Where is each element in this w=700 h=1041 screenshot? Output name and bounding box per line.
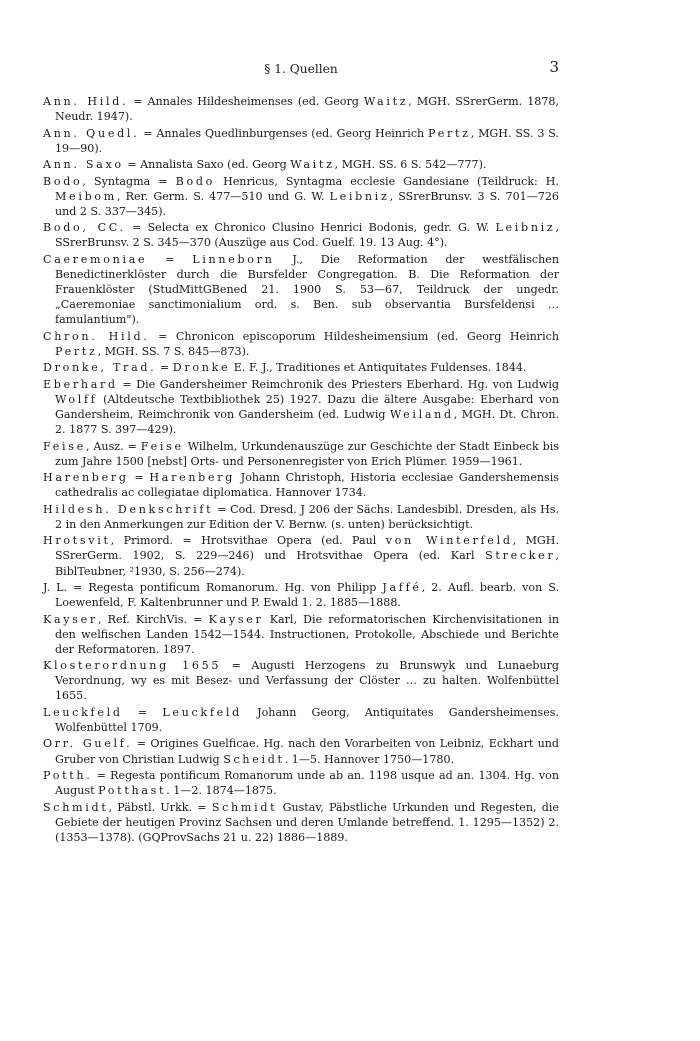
spaced-name: Ann. Hild.: [43, 95, 129, 108]
entry-text: =: [128, 471, 150, 485]
spaced-name: Dronke, Trad.: [43, 361, 157, 375]
entry-text: , MGH. SS. 3 S. 19—90).: [55, 126, 559, 155]
running-head: [43, 58, 559, 80]
spaced-name: Leuckfeld: [43, 705, 123, 719]
entry-text: , 2. Aufl. bearb. von S. Loewenfeld, F. Kaltenbrunner und P. Ewald 1. 2. 1885—1888.: [55, 580, 559, 610]
entry-text: = Origines Guelficae. Hg. nach den Vorarbeiten von Leibniz, Eckhart und Gruber von Christian Ludwig: [55, 737, 559, 766]
bibliography-entry: [43, 157, 559, 172]
entry-text: , BiblTeubner, ²1930, S. 256—274).: [55, 549, 559, 578]
bibliography-entry: [43, 360, 559, 375]
bibliography-entry: [43, 800, 559, 845]
spaced-name: Dronke: [172, 361, 231, 375]
bibliography-entry: [43, 329, 559, 359]
spaced-name: Potthast: [98, 784, 167, 798]
spaced-name: Weiland: [389, 408, 454, 421]
bibliography-entry: [43, 94, 559, 124]
spaced-name: Hrotsvit: [43, 534, 111, 548]
entry-text: = Annales Hildesheimenses (ed. Georg: [128, 95, 364, 108]
spaced-name: Ann. Quedl.: [43, 126, 140, 140]
spaced-name: Harenberg: [43, 471, 129, 485]
entry-text: Wilhelm, Urkundenauszüge zur Geschichte der Stadt Einbeck bis zum Jahre 1500 [nebst] Orts- und Personenregister von Erich Plümer. 1959—1961.: [55, 439, 560, 468]
spaced-name: von Winterfeld: [385, 534, 513, 548]
spaced-name: Potth.: [43, 769, 93, 783]
bibliography-entry: [43, 252, 559, 327]
bibliography-entry: [43, 533, 559, 578]
spaced-name: Feise: [140, 439, 184, 453]
spaced-name: Leuckfeld: [162, 705, 242, 719]
entry-text: =: [156, 361, 173, 375]
bibliography-entry: [43, 174, 559, 219]
entry-text: . 1—2. 1874—1875.: [166, 784, 277, 798]
spaced-name: Wolff: [55, 392, 98, 406]
entry-text: = Cod. Dresd. J 206 der Sächs. Landesbibl. Dresden, als Hs. 2 in den Anmerkungen zur Edition der V. Bernw. (s. unten) berücksichtigt.: [55, 502, 560, 531]
bibliography-entry: [43, 220, 559, 250]
entry-text: , MGH. Dt. Chron. 2. 1877 S. 397—429).: [55, 408, 559, 437]
entry-text: , SSrerBrunsv. 2 S. 345—370 (Auszüge aus Cod. Guelf. 19. 13 Aug. 4°).: [55, 221, 559, 250]
entry-text: =: [147, 252, 193, 266]
spaced-name: Pertz: [55, 344, 98, 358]
spaced-name: Waitz: [290, 158, 335, 172]
bibliography-entry: [43, 126, 559, 156]
bibliography-entry: [43, 612, 559, 657]
entry-text: . 1—5. Hannover 1750—1780.: [284, 752, 455, 766]
spaced-name: Scheidt: [223, 752, 285, 766]
entry-text: = Selecta ex Chronico Clusino Henrici Bodonis, gedr. G. W.: [125, 221, 496, 235]
entry-text: = Die Gandersheimer Reimchronik des Priesters Eberhard. Hg. von Ludwig: [117, 377, 559, 391]
entry-text: Gustav, Päbstliche Urkunden und Regesten, die Gebiete der heutigen Provinz Sachsen und deren Umlande betreffend. 1. 1295—1352) 2. (1353—1378). (GQProvSachs 21 u. 22) 1886—1889.: [55, 800, 559, 844]
bibliography-list: [43, 94, 559, 845]
spaced-name: Leibniz: [495, 221, 556, 235]
bibliography-entry: [43, 658, 559, 703]
entry-text: Karl, Die reformatorischen Kirchenvisitationen in den welfischen Landen 1542—1544. Instructionen, Protokolle, Abschiede und Berichte der Reformatoren. 1897.: [55, 612, 559, 656]
spaced-name: Caeremoniae: [43, 252, 148, 266]
entry-text: , MGH. SSrerGerm. 1902, S. 229—246) und Hrotsvithae Opera (ed. Karl: [55, 534, 559, 563]
spaced-name: Schmidt: [43, 800, 109, 814]
bibliography-entry: [43, 377, 559, 437]
spaced-name: Ann. Saxo: [43, 158, 124, 172]
bibliography-entry: [43, 736, 559, 766]
spaced-name: Pertz: [428, 126, 471, 140]
entry-text: , MGH. SS. 7 S. 845—873).: [97, 344, 250, 358]
spaced-name: Orr. Guelf.: [43, 737, 133, 751]
entry-text: , Päbstl. Urkk. =: [108, 800, 212, 814]
spaced-name: Leibniz: [329, 189, 390, 203]
spaced-name: Bodo, CC.: [43, 221, 126, 235]
entry-text: = Chronicon episcoporum Hildesheimensium (ed. Georg Heinrich: [149, 329, 559, 343]
entry-text: , MGH. SS. 6 S. 542—777).: [334, 158, 487, 172]
entry-text: , Rer. Germ. S. 477—510 und G. W.: [116, 189, 330, 203]
bibliography-entry: [43, 502, 559, 532]
spaced-name: Linneborn: [192, 252, 275, 266]
running-title: § 1. Quellen: [264, 62, 338, 76]
entry-text: Johann Georg, Antiquitates Gandersheimenses. Wolfenbüttel 1709.: [55, 705, 559, 734]
page-number: 3: [549, 58, 559, 76]
spaced-name: Feise: [43, 439, 86, 453]
entry-text: , SSrerBrunsv. 3 S. 701—726 und 2 S. 337—345).: [55, 189, 559, 218]
spaced-name: Chron. Hild.: [43, 329, 150, 343]
entry-text: Johann Christoph, Historia ecclesiae Gandershemensis cathedralis ac collegiatae diplomatica. Hannover 1734.: [55, 471, 559, 500]
spaced-name: Hildesh. Denkschrift: [43, 502, 214, 516]
entry-text: J. L. = Regesta pontificum Romanorum. Hg. von Philipp: [43, 580, 383, 594]
bibliography-entry: [43, 580, 559, 610]
bibliography-entry: [43, 705, 559, 735]
spaced-name: Waitz: [363, 95, 409, 108]
spaced-name: Klosterordnung 1655: [43, 659, 222, 673]
entry-text: , MGH. SSrerGerm. 1878, Neudr. 1947).: [55, 95, 559, 124]
entry-text: = Augusti Herzogens zu Brunswyk und Lunaeburg Verordnung, wy es mit Besez- und Verfassung der Clöster … zu halten. Wolfenbüttel 1655.: [55, 659, 559, 703]
entry-text: , Syntagma =: [82, 174, 176, 188]
spaced-name: Bodo: [43, 174, 83, 188]
bibliography-entry: [43, 470, 559, 500]
entry-text: , Primord. = Hrotsvithae Opera (ed. Paul: [110, 534, 386, 548]
bibliography-entry: [43, 768, 559, 798]
spaced-name: Kayser: [208, 612, 264, 626]
spaced-name: Kayser: [43, 612, 98, 626]
spaced-name: Jaffé: [382, 580, 422, 594]
entry-text: =: [122, 705, 163, 719]
page: [43, 58, 559, 846]
spaced-name: Eberhard: [43, 377, 118, 391]
entry-text: J., Die Reformation der westfälischen Benedictinerklöster durch die Bursfelder Congregation. B. Die Reformation der Frauenklöster (StudMittGBened 21. 1900 S. 53—67, Teildruck der ungedr. „Caeremoniae sanctimonialium ord. s. Ben. sub observantia Bursfeldensi … famulantium").: [55, 252, 559, 327]
entry-text: , Ausz. =: [85, 439, 141, 453]
spaced-name: Schmidt: [211, 800, 278, 814]
entry-text: Henricus, Syntagma ecclesie Gandesiane (Teildruck: H.: [215, 174, 559, 188]
bibliography-entry: [43, 439, 559, 469]
entry-text: = Annales Quedlinburgenses (ed. Georg Heinrich: [139, 126, 429, 140]
spaced-name: Harenberg: [149, 471, 236, 485]
entry-text: , Ref. KirchVis. =: [97, 612, 209, 626]
spaced-name: Bodo: [175, 174, 216, 188]
entry-text: (Altdeutsche Textbibliothek 25) 1927. Dazu die ältere Ausgabe: Eberhard von Gandersheim, Reimchronik von Gandersheim (ed. Ludwig: [55, 392, 559, 421]
entry-text: E. F. J., Traditiones et Antiquitates Fuldenses. 1844.: [230, 361, 527, 375]
entry-text: = Annalista Saxo (ed. Georg: [123, 158, 291, 172]
spaced-name: Strecker: [485, 549, 556, 563]
spaced-name: Meibom: [55, 189, 117, 203]
entry-text: = Regesta pontificum Romanorum unde ab an. 1198 usque ad an. 1304. Hg. von August: [55, 769, 559, 798]
